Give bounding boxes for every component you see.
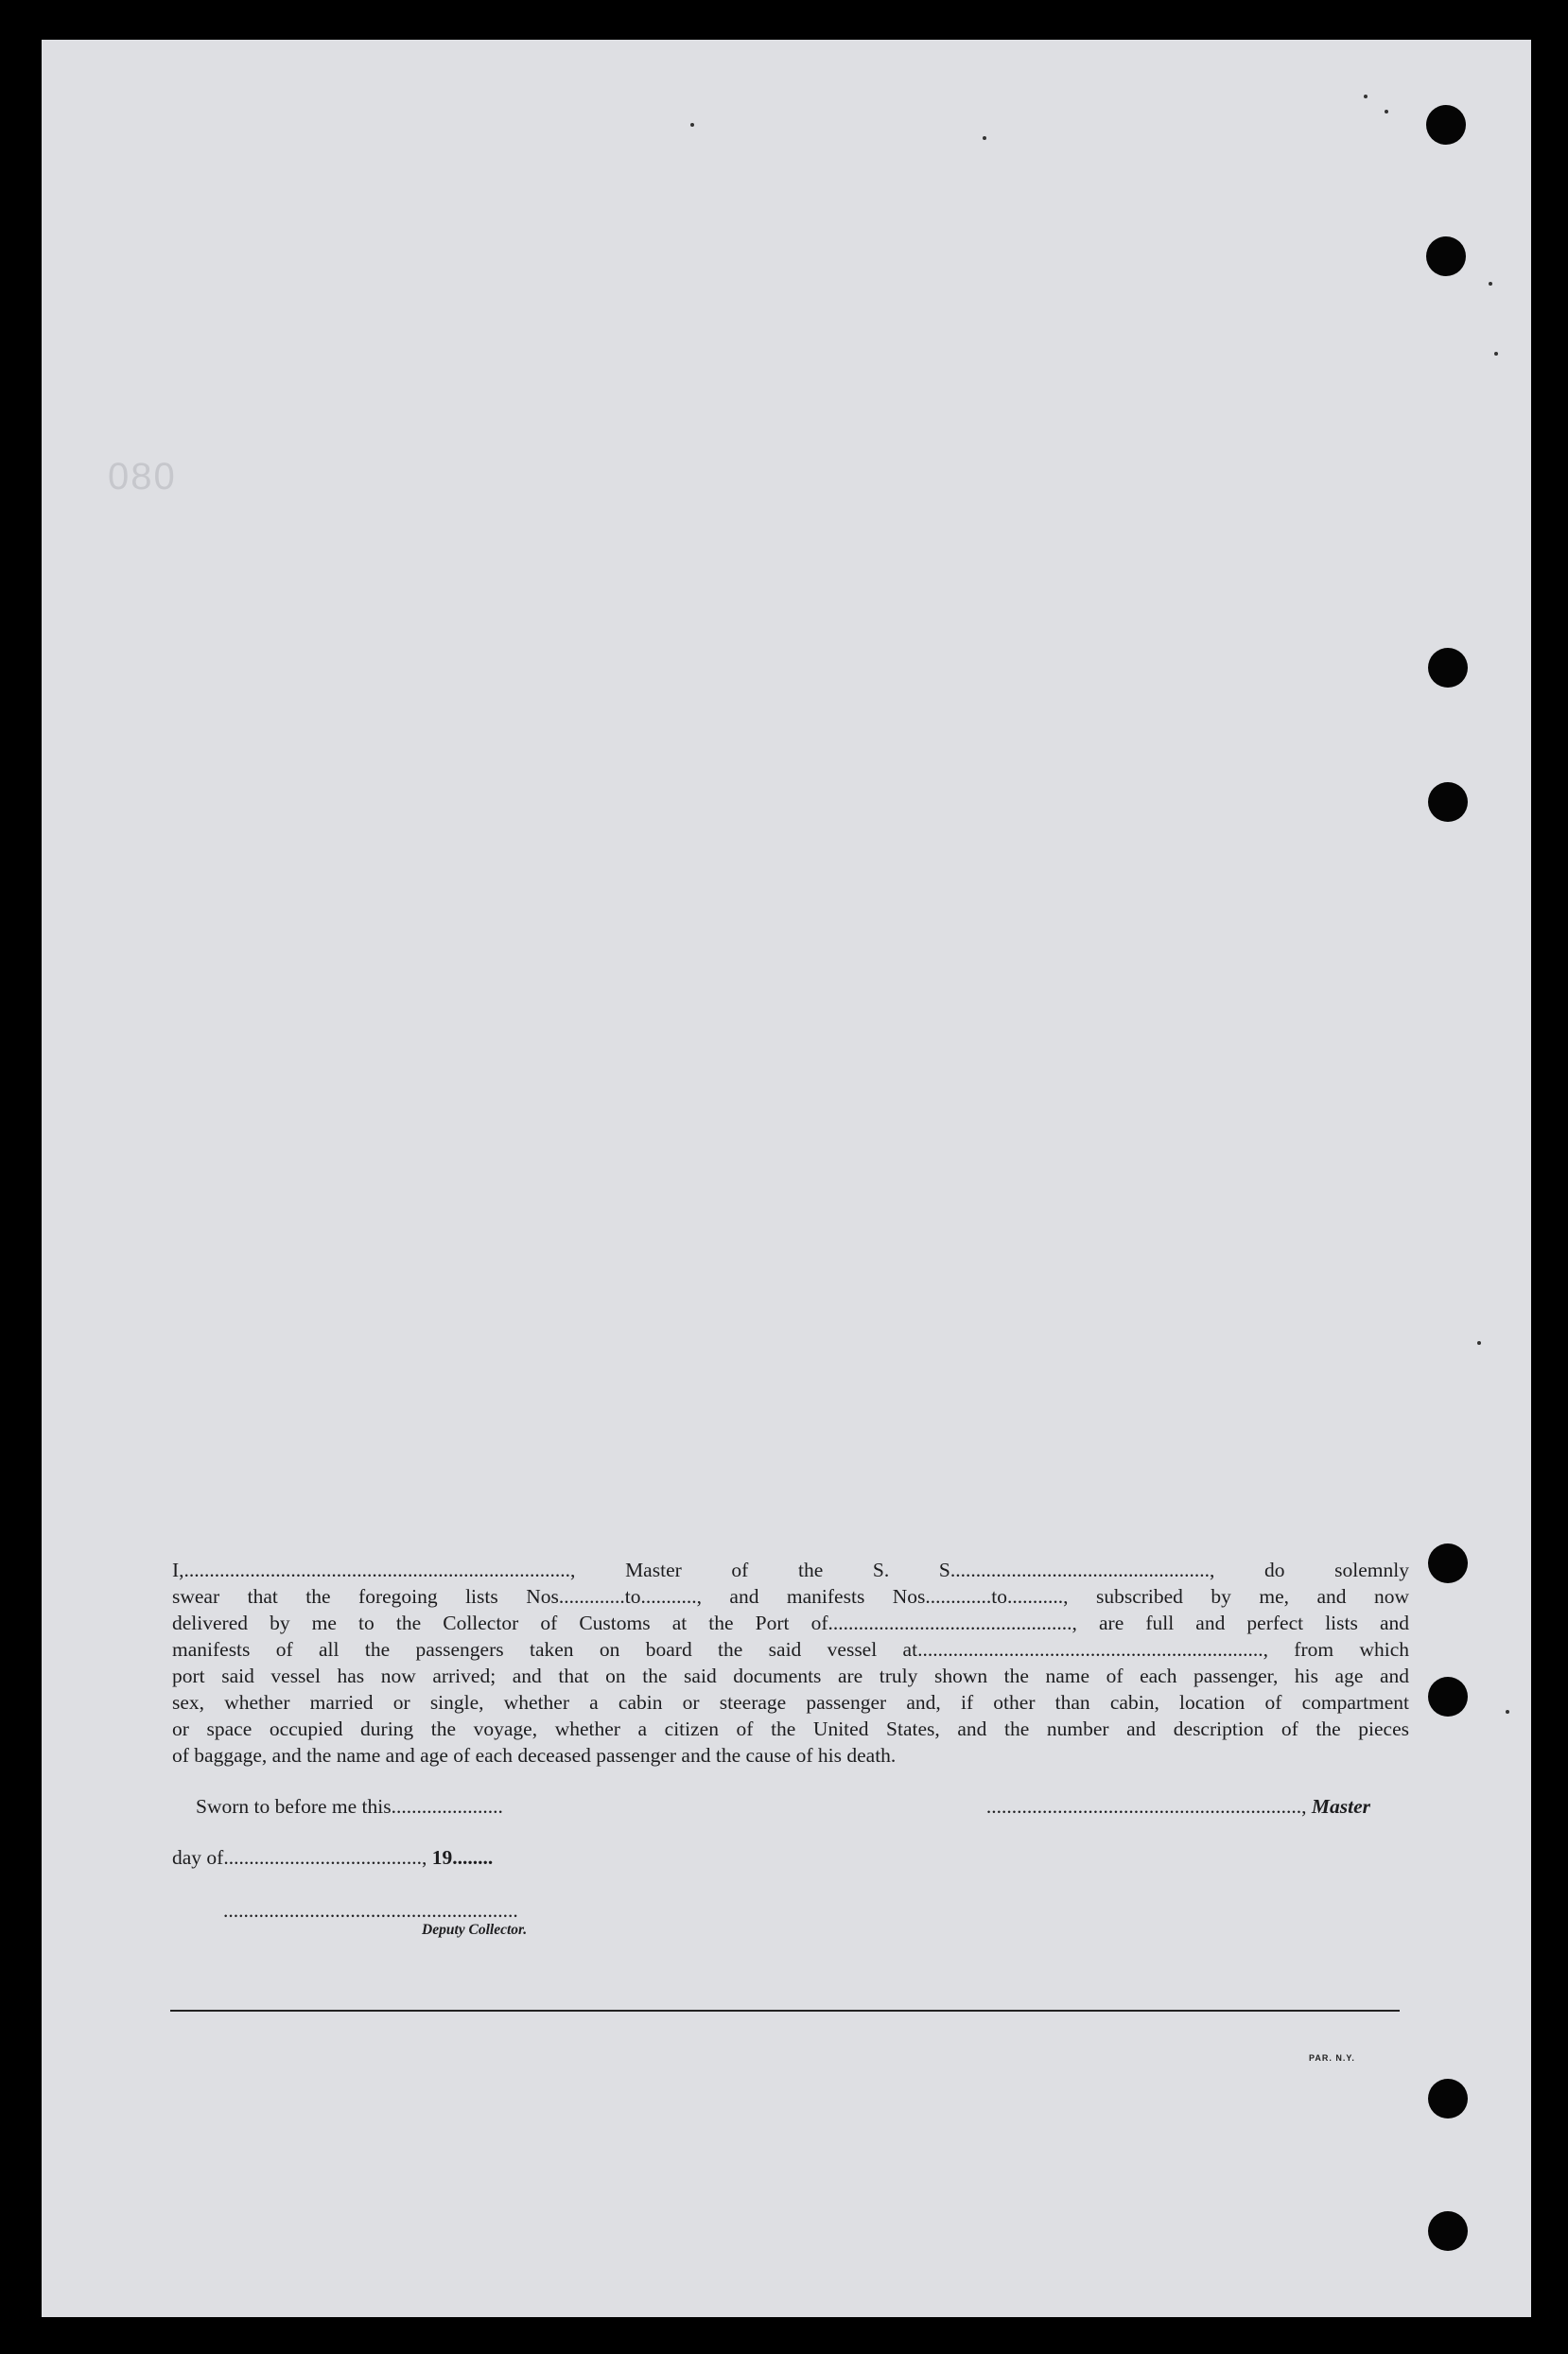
deputy-collector-label: Deputy Collector. <box>422 1922 528 1938</box>
speck <box>690 123 694 127</box>
speck <box>1477 1341 1481 1345</box>
punch-hole <box>1428 2079 1468 2119</box>
punch-hole <box>1428 648 1468 688</box>
printer-mark: PAR. N.Y. <box>1309 2053 1355 2063</box>
oath-line: delivered by me to the Collector of Customs at the Port of................................................, are full and perfect lists and <box>172 1612 1409 1634</box>
punch-hole <box>1428 1677 1468 1717</box>
horizontal-rule <box>170 2010 1400 2012</box>
day-of-text: day of......................................., <box>172 1846 427 1869</box>
oath-line: or space occupied during the voyage, whether a citizen of the United States, and the number and description of the pieces <box>172 1718 1409 1740</box>
deputy-signature-line[interactable]: .......................................................... <box>223 1899 518 1922</box>
day-of-field[interactable] <box>172 1846 493 1870</box>
sworn-before-field[interactable]: Sworn to before me this...................... <box>196 1795 503 1818</box>
oath-line: I,............................................................................, Master of the S. S..................................................., do solemnly <box>172 1559 1409 1581</box>
master-signature-field[interactable] <box>986 1795 1370 1819</box>
punch-hole <box>1428 782 1468 822</box>
punch-hole <box>1426 105 1466 145</box>
master-label: Master <box>1311 1795 1370 1818</box>
year-field: 19........ <box>431 1846 494 1869</box>
oath-line: of baggage, and the name and age of each deceased passenger and the cause of his death. <box>172 1744 897 1767</box>
punch-hole <box>1426 236 1466 276</box>
oath-line: swear that the foregoing lists Nos.............to..........., and manifests Nos.............to..........., subscribed by me, and now <box>172 1585 1409 1608</box>
faint-stamp: 080 <box>108 456 177 497</box>
master-oath-paragraph <box>172 1557 1409 1769</box>
oath-line: manifests of all the passengers taken on board the said vessel at...................................................................., from which <box>172 1638 1409 1661</box>
punch-hole <box>1428 2211 1468 2251</box>
master-signature-line: .............................................................., <box>985 1795 1307 1818</box>
oath-line: port said vessel has now arrived; and that on the said documents are truly shown the name of each passenger, his age and <box>172 1665 1409 1687</box>
speck <box>1494 352 1498 356</box>
speck <box>983 136 986 140</box>
speck <box>1489 282 1492 286</box>
speck <box>1385 110 1388 113</box>
punch-hole <box>1428 1543 1468 1583</box>
document-page <box>42 40 1531 2317</box>
oath-line: sex, whether married or single, whether a cabin or steerage passenger and, if other than cabin, location of compartment <box>172 1691 1409 1714</box>
speck <box>1506 1710 1509 1714</box>
speck <box>1364 95 1368 98</box>
